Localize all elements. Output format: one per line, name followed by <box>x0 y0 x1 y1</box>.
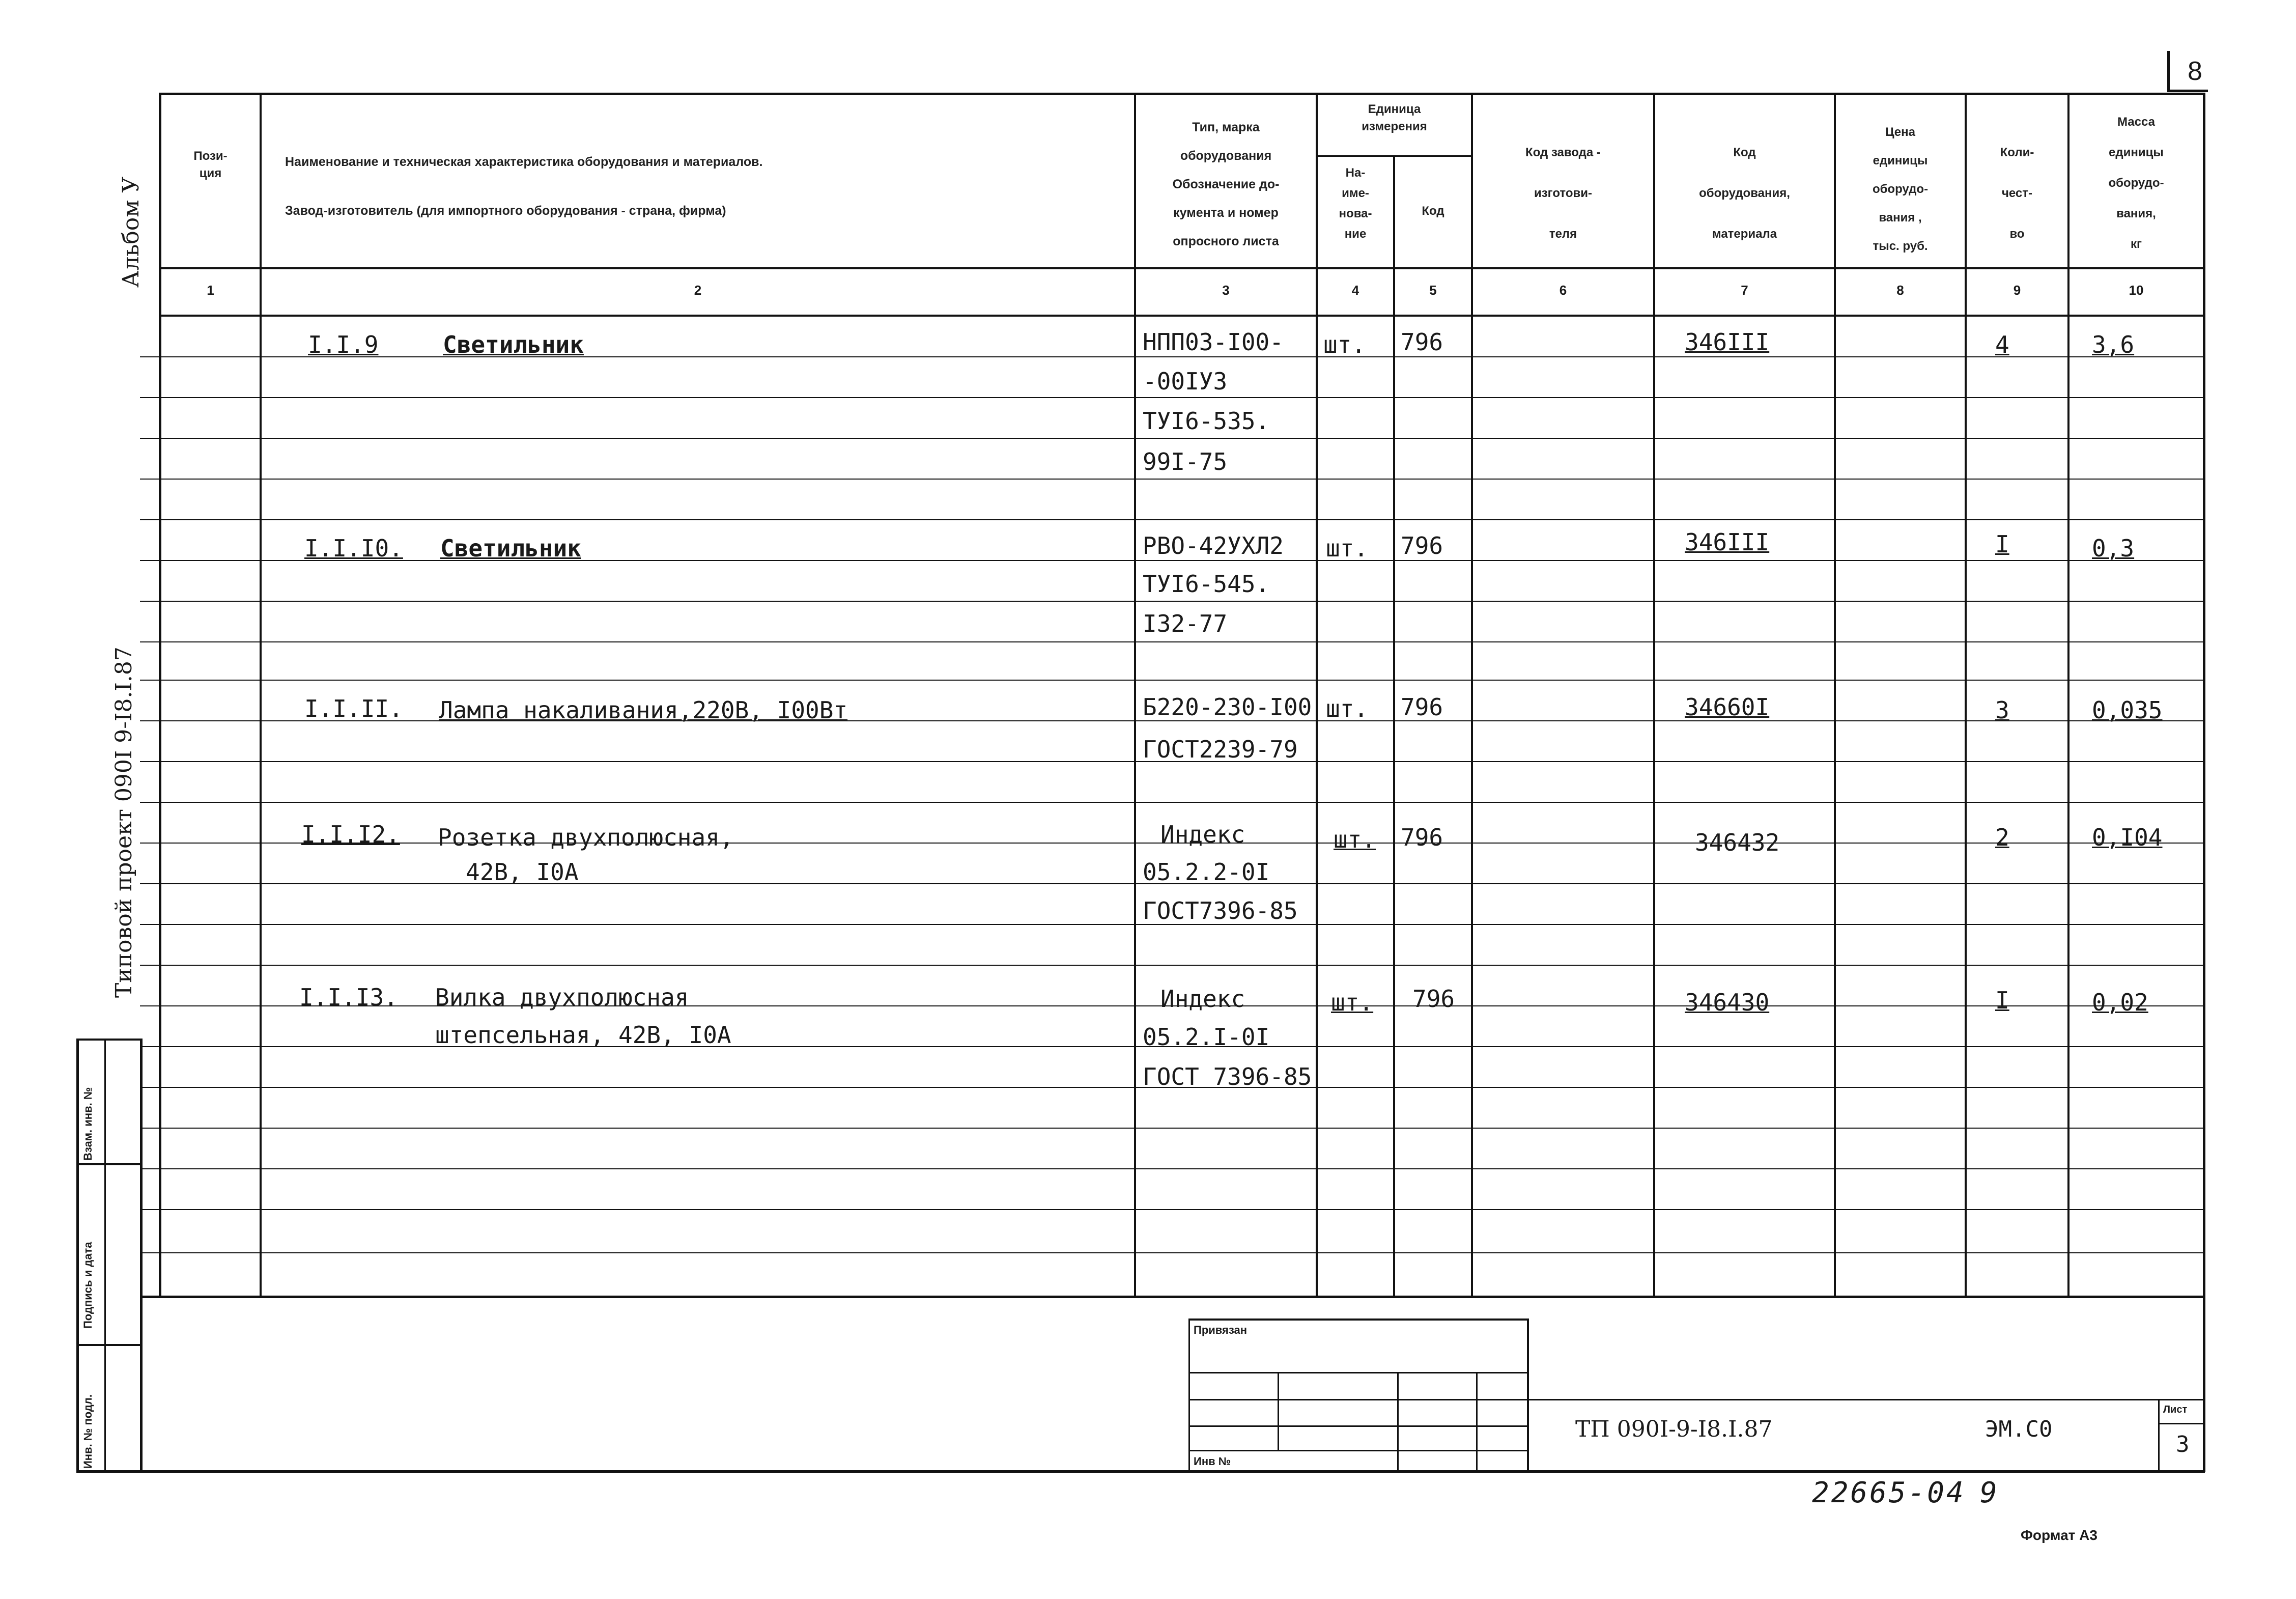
project-label: Типовой проект 090I 9-I8.I.87 <box>111 647 137 998</box>
item-mass: 0,3 <box>2092 535 2135 562</box>
item-qty: 2 <box>1995 824 2009 851</box>
item-code: 34660I <box>1685 693 1770 721</box>
sheet-number: 3 <box>2176 1432 2190 1457</box>
item-unit-code: 796 <box>1401 824 1443 851</box>
col-number: 2 <box>694 283 702 298</box>
item-type-line: Б220-230-I00 <box>1143 693 1312 721</box>
col-number: 8 <box>1896 283 1904 298</box>
item-qty: 3 <box>1995 696 2009 724</box>
item-position: I.I.II. <box>304 695 403 722</box>
document-designation: ТП 090I-9-I8.I.87 <box>1575 1416 1773 1442</box>
item-unit: шт. <box>1326 535 1369 562</box>
album-label: Альбом У <box>118 176 144 288</box>
item-type-line: -00IУЗ <box>1143 368 1228 395</box>
item-name-line2: 42В, I0А <box>466 858 579 886</box>
item-qty: I <box>1995 987 2009 1014</box>
format-label: Формат А3 <box>2021 1527 2097 1543</box>
item-name-line2: штепсельная, 42В, I0А <box>435 1021 731 1049</box>
header-type: Тип, марка оборудования Обозначение до- кумента и номер опросного листа <box>1172 120 1280 248</box>
item-name: Светильник <box>443 331 584 358</box>
inv-no-label: Инв № <box>1194 1455 1231 1468</box>
item-type-line: ГОСТ 7396-85 <box>1143 1063 1312 1090</box>
item-type-line: I32-77 <box>1143 610 1228 637</box>
item-code: 346432 <box>1695 829 1780 856</box>
item-type-line: ГОСТ7396-85 <box>1143 897 1298 924</box>
item-mass: 0,02 <box>2092 989 2148 1016</box>
document-code: ЭМ.С0 <box>1985 1416 2053 1442</box>
header-pos: Пози- ция <box>193 149 228 180</box>
item-unit-code: 796 <box>1401 328 1443 356</box>
col-number: 3 <box>1222 283 1230 298</box>
item-mass: 0,I04 <box>2092 824 2163 851</box>
col-number: 7 <box>1741 283 1748 298</box>
item-name: Светильник <box>440 535 581 562</box>
privyazan-label: Привязан <box>1194 1324 1248 1336</box>
item-unit-code: 796 <box>1401 693 1443 721</box>
item-type-line: Индекс <box>1160 985 1245 1013</box>
item-type-line: ГОСТ2239-79 <box>1143 736 1298 763</box>
col-number: 9 <box>2013 283 2021 298</box>
col-number: 10 <box>2129 283 2144 298</box>
item-unit-code: 796 <box>1401 532 1443 559</box>
archive-sheet: 9 <box>1980 1476 1997 1509</box>
sheet-label: Лист <box>2163 1404 2188 1415</box>
item-type-line: ТУI6-535. <box>1143 407 1270 435</box>
header-factory-code: Код завода - изготови- теля <box>1525 146 1601 241</box>
item-position: I.I.I0. <box>304 535 403 562</box>
item-position: I.I.9 <box>308 331 379 358</box>
item-mass: 0,035 <box>2092 696 2163 724</box>
header-unit-group: Единица измерения <box>1362 102 1427 133</box>
item-type-line: ТУI6-545. <box>1143 570 1270 598</box>
header-qty: Коли- чест- во <box>2000 146 2034 241</box>
sign-date-label: Подпись и дата <box>81 1242 94 1329</box>
header-equipment-code: Код оборудования, материала <box>1699 146 1790 241</box>
item-unit-code: 796 <box>1412 985 1455 1013</box>
col-number: 6 <box>1559 283 1567 298</box>
header-unit-name: На- име- нова- ние <box>1339 166 1372 241</box>
item-qty: I <box>1995 530 2009 558</box>
inv-podl-label: Инв. № подл. <box>81 1394 94 1469</box>
item-type-line: 99I-75 <box>1143 448 1228 475</box>
item-code: 346III <box>1685 328 1770 356</box>
item-mass: 3,6 <box>2092 331 2135 358</box>
inv-vzam-label: Взам. инв. № <box>81 1087 94 1161</box>
item-unit: шт. <box>1323 331 1366 358</box>
item-code: 346III <box>1685 528 1770 556</box>
header-mass: Масса единицы оборудо- вания, кг <box>2108 115 2164 251</box>
item-type-line: 05.2.2-0I <box>1143 858 1270 886</box>
item-name: Розетка двухполюсная, <box>438 824 734 851</box>
header-name: Наименование и техническая характеристика оборудования и материалов. Завод-изготовитель (для импортного оборудования - страна, фирма) <box>285 155 763 218</box>
item-unit: шт. <box>1331 989 1374 1016</box>
item-type-line: РВО-42УХЛ2 <box>1143 532 1284 559</box>
item-position: I.I.I3. <box>299 984 398 1011</box>
item-name: Лампа накаливания,220В, I00Вт <box>439 696 848 724</box>
item-type-line: НПП03-I00- <box>1143 328 1284 356</box>
item-unit: шт. <box>1334 826 1376 853</box>
col-number: 1 <box>207 283 214 298</box>
item-name: Вилка двухполюсная <box>435 984 689 1011</box>
col-number: 4 <box>1351 283 1359 298</box>
archive-number: 22665-04 <box>1812 1476 1966 1509</box>
page-number: 8 <box>2188 57 2202 86</box>
col-number: 5 <box>1429 283 1437 298</box>
item-unit: шт. <box>1326 695 1369 722</box>
item-type-line: 05.2.I-0I <box>1143 1023 1270 1051</box>
header-unit-code: Код <box>1422 204 1444 218</box>
header-price: Цена единицы оборудо- вания , тыс. руб. <box>1872 125 1929 253</box>
item-position: I.I.I2. <box>301 821 400 848</box>
item-type-line: Индекс <box>1160 821 1245 848</box>
item-code: 346430 <box>1685 989 1770 1016</box>
item-qty: 4 <box>1995 331 2009 358</box>
